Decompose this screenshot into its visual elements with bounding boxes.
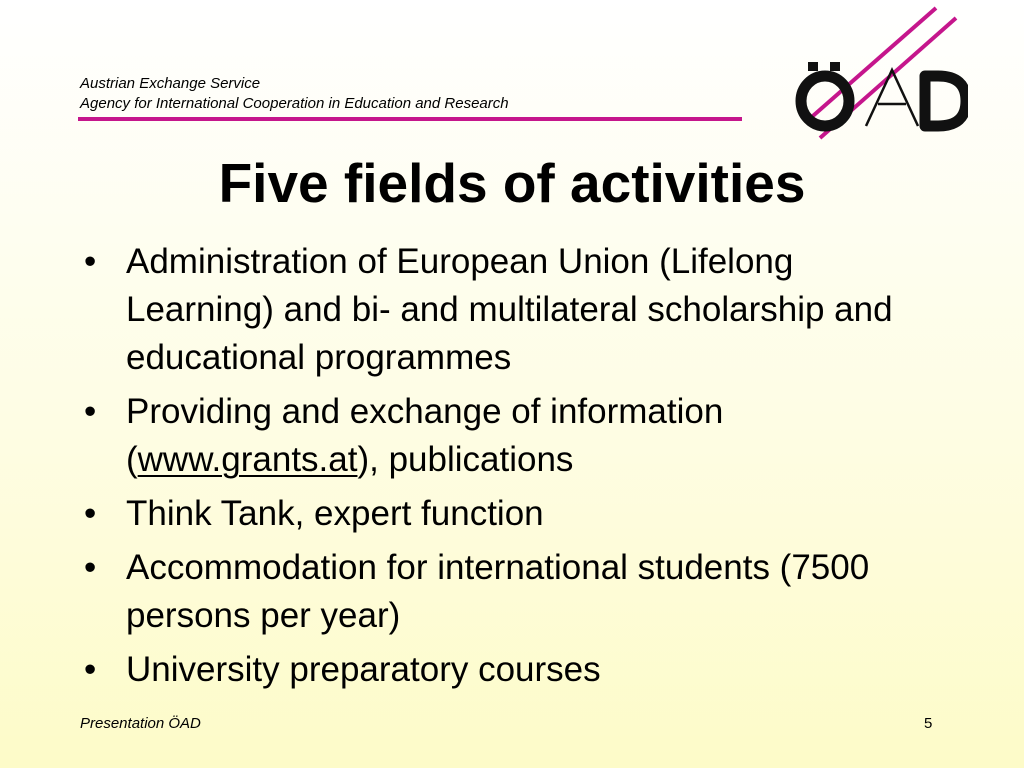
bullet-text-before-link: Providing and exchange of information ( bbox=[126, 392, 724, 479]
page-number: 5 bbox=[924, 715, 933, 732]
footer-presentation-label: Presentation ÖAD bbox=[80, 715, 201, 732]
bullet-marker: • bbox=[84, 650, 97, 689]
list-item bbox=[84, 646, 944, 694]
activities-list bbox=[84, 238, 944, 700]
bullet-marker: • bbox=[84, 392, 97, 431]
bullet-text: Think Tank, expert function bbox=[126, 494, 544, 533]
bullet-marker: • bbox=[84, 242, 97, 281]
bullet-text: Administration of European Union (Lifelong Learning) and bi- and multilateral scholarship and educational programmes bbox=[126, 242, 893, 377]
bullet-marker: • bbox=[84, 494, 97, 533]
list-item bbox=[84, 490, 944, 538]
bullet-marker: • bbox=[84, 548, 97, 587]
list-item bbox=[84, 238, 944, 382]
slide-title: Five fields of activities bbox=[218, 152, 806, 214]
oead-logo bbox=[788, 4, 968, 150]
bullet-text-after-link: ), publications bbox=[357, 440, 574, 479]
organization-name: Austrian Exchange Service bbox=[80, 75, 261, 92]
grants-link[interactable]: www.grants.at bbox=[137, 440, 358, 479]
bullet-text: University preparatory courses bbox=[126, 650, 601, 689]
header-divider bbox=[78, 117, 742, 121]
list-item bbox=[84, 388, 944, 484]
list-item bbox=[84, 544, 944, 640]
bullet-text: Accommodation for international students (7500 persons per year) bbox=[126, 548, 870, 635]
organization-subtitle: Agency for International Cooperation in Education and Research bbox=[80, 95, 509, 112]
organization-header bbox=[80, 74, 509, 114]
